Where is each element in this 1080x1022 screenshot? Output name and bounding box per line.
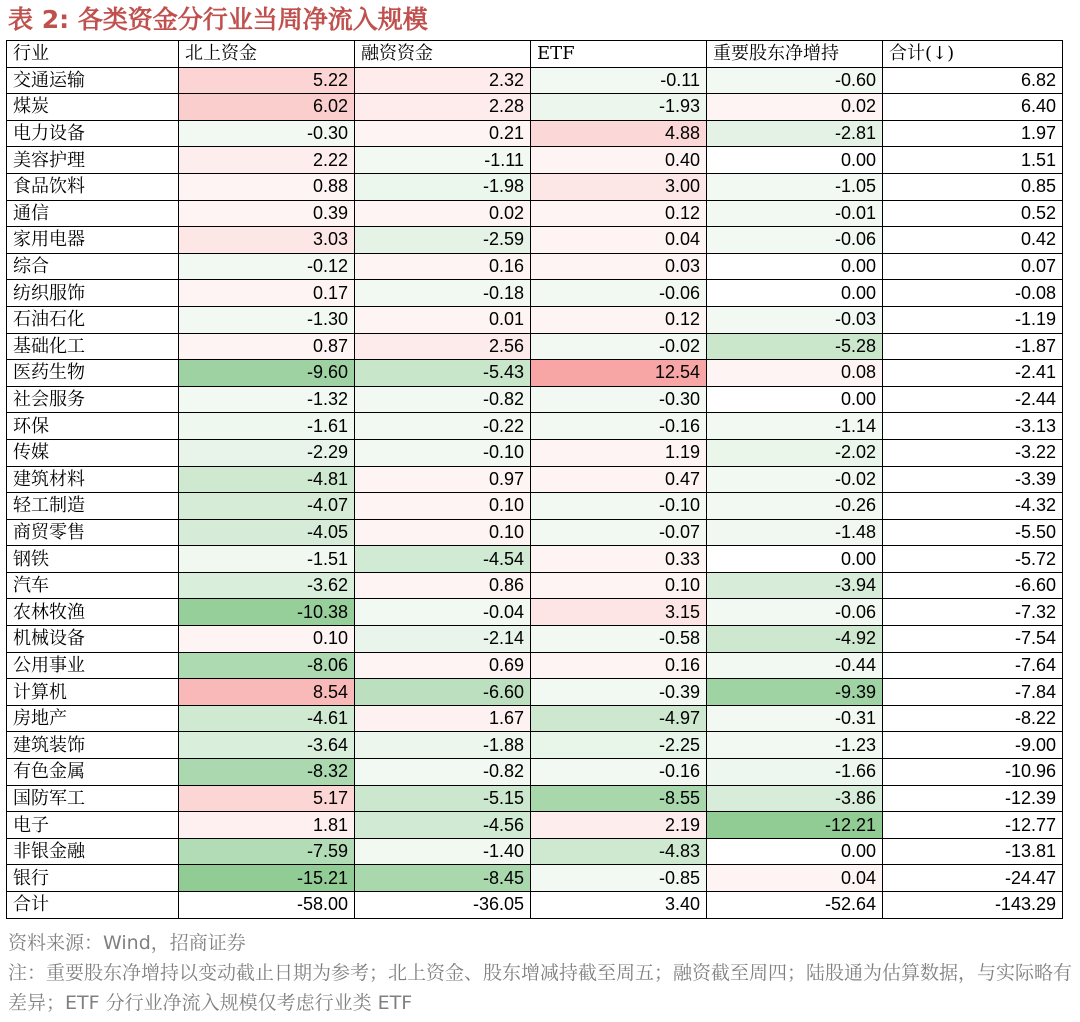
total-cell: -143.29 <box>883 892 1063 919</box>
shareholder-cell: -1.23 <box>707 732 883 759</box>
northbound-cell: -10.38 <box>179 599 355 626</box>
industry-cell: 建筑材料 <box>7 466 179 493</box>
table-row <box>7 732 1063 759</box>
table-row <box>7 173 1063 200</box>
margin-cell: 0.69 <box>355 652 531 679</box>
shareholder-cell: -1.14 <box>707 413 883 440</box>
industry-cell: 钢铁 <box>7 546 179 573</box>
industry-cell: 医药生物 <box>7 360 179 387</box>
northbound-cell: 5.22 <box>179 67 355 94</box>
northbound-cell: 0.17 <box>179 280 355 307</box>
total-cell: -6.60 <box>883 572 1063 599</box>
industry-cell: 商贸零售 <box>7 519 179 546</box>
northbound-cell: -0.12 <box>179 253 355 280</box>
header-northbound: 北上资金 <box>179 41 355 68</box>
header-margin: 融资资金 <box>355 41 531 68</box>
etf-cell: 0.10 <box>531 572 707 599</box>
etf-cell: -4.83 <box>531 838 707 865</box>
etf-cell: -0.07 <box>531 519 707 546</box>
total-cell: 6.40 <box>883 94 1063 121</box>
margin-cell: -1.88 <box>355 732 531 759</box>
etf-cell: -0.02 <box>531 333 707 360</box>
header-industry: 行业 <box>7 41 179 68</box>
margin-cell: -0.82 <box>355 759 531 786</box>
table-row <box>7 626 1063 653</box>
etf-cell: 2.19 <box>531 812 707 839</box>
etf-cell: -0.16 <box>531 759 707 786</box>
northbound-cell: 6.02 <box>179 94 355 121</box>
fund-flow-table <box>6 40 1063 919</box>
shareholder-cell: -1.48 <box>707 519 883 546</box>
margin-cell: 0.01 <box>355 306 531 333</box>
total-cell: -3.13 <box>883 413 1063 440</box>
table-row <box>7 280 1063 307</box>
margin-cell: -4.54 <box>355 546 531 573</box>
table-row <box>7 439 1063 466</box>
industry-cell: 食品饮料 <box>7 173 179 200</box>
margin-cell: -8.45 <box>355 865 531 892</box>
industry-cell: 基础化工 <box>7 333 179 360</box>
table-row <box>7 147 1063 174</box>
margin-cell: -0.22 <box>355 413 531 440</box>
table-row <box>7 360 1063 387</box>
margin-cell: 2.28 <box>355 94 531 121</box>
table-row <box>7 679 1063 706</box>
northbound-cell: -58.00 <box>179 892 355 919</box>
table-row <box>7 572 1063 599</box>
industry-cell: 公用事业 <box>7 652 179 679</box>
margin-cell: -1.40 <box>355 838 531 865</box>
table-row <box>7 227 1063 254</box>
northbound-cell: 1.81 <box>179 812 355 839</box>
shareholder-cell: -3.86 <box>707 785 883 812</box>
northbound-cell: 8.54 <box>179 679 355 706</box>
total-cell: -1.87 <box>883 333 1063 360</box>
shareholder-cell: -3.94 <box>707 572 883 599</box>
table-row <box>7 785 1063 812</box>
industry-cell: 有色金属 <box>7 759 179 786</box>
shareholder-cell: -52.64 <box>707 892 883 919</box>
etf-cell: 0.04 <box>531 227 707 254</box>
margin-cell: -0.82 <box>355 386 531 413</box>
northbound-cell: -1.30 <box>179 306 355 333</box>
total-cell: -2.44 <box>883 386 1063 413</box>
etf-cell: 0.16 <box>531 652 707 679</box>
margin-cell: -36.05 <box>355 892 531 919</box>
table-row <box>7 493 1063 520</box>
total-cell: -3.39 <box>883 466 1063 493</box>
northbound-cell: -15.21 <box>179 865 355 892</box>
northbound-cell: -3.62 <box>179 572 355 599</box>
shareholder-cell: 0.00 <box>707 253 883 280</box>
northbound-cell: 0.39 <box>179 200 355 227</box>
etf-cell: -4.97 <box>531 705 707 732</box>
margin-cell: 0.10 <box>355 519 531 546</box>
table-row <box>7 652 1063 679</box>
shareholder-cell: 0.00 <box>707 546 883 573</box>
margin-cell: -1.11 <box>355 147 531 174</box>
margin-cell: 2.32 <box>355 67 531 94</box>
table-row <box>7 200 1063 227</box>
shareholder-cell: 0.04 <box>707 865 883 892</box>
industry-cell: 轻工制造 <box>7 493 179 520</box>
margin-cell: -1.98 <box>355 173 531 200</box>
margin-cell: -0.04 <box>355 599 531 626</box>
total-cell: -9.00 <box>883 732 1063 759</box>
table-title: 表 2: 各类资金分行业当周净流入规模 <box>8 5 428 34</box>
total-cell: -3.22 <box>883 439 1063 466</box>
northbound-cell: -3.64 <box>179 732 355 759</box>
total-cell: 6.82 <box>883 67 1063 94</box>
etf-cell: 0.12 <box>531 306 707 333</box>
industry-cell: 电力设备 <box>7 120 179 147</box>
total-cell: -1.19 <box>883 306 1063 333</box>
etf-cell: 1.19 <box>531 439 707 466</box>
shareholder-cell: -1.66 <box>707 759 883 786</box>
northbound-cell: -1.61 <box>179 413 355 440</box>
table-row <box>7 386 1063 413</box>
industry-cell: 电子 <box>7 812 179 839</box>
industry-cell: 交通运输 <box>7 67 179 94</box>
shareholder-cell: 0.00 <box>707 280 883 307</box>
margin-cell: 0.86 <box>355 572 531 599</box>
industry-cell: 机械设备 <box>7 626 179 653</box>
shareholder-cell: -0.06 <box>707 227 883 254</box>
etf-cell: -0.11 <box>531 67 707 94</box>
etf-cell: -1.93 <box>531 94 707 121</box>
margin-cell: 2.56 <box>355 333 531 360</box>
northbound-cell: 0.10 <box>179 626 355 653</box>
industry-cell: 纺织服饰 <box>7 280 179 307</box>
industry-cell: 传媒 <box>7 439 179 466</box>
table-row <box>7 865 1063 892</box>
northbound-cell: -0.30 <box>179 120 355 147</box>
etf-cell: 12.54 <box>531 360 707 387</box>
margin-cell: -5.15 <box>355 785 531 812</box>
table-row <box>7 333 1063 360</box>
total-cell: 1.51 <box>883 147 1063 174</box>
etf-cell: -0.10 <box>531 493 707 520</box>
margin-cell: -2.14 <box>355 626 531 653</box>
total-cell: -7.84 <box>883 679 1063 706</box>
margin-cell: 0.02 <box>355 200 531 227</box>
industry-cell: 石油石化 <box>7 306 179 333</box>
northbound-cell: 5.17 <box>179 785 355 812</box>
industry-cell: 美容护理 <box>7 147 179 174</box>
shareholder-cell: -0.01 <box>707 200 883 227</box>
shareholder-cell: -9.39 <box>707 679 883 706</box>
total-cell: -0.08 <box>883 280 1063 307</box>
total-cell: -8.22 <box>883 705 1063 732</box>
shareholder-cell: 0.00 <box>707 386 883 413</box>
total-cell: 1.97 <box>883 120 1063 147</box>
shareholder-cell: -0.26 <box>707 493 883 520</box>
industry-cell: 银行 <box>7 865 179 892</box>
etf-cell: -0.39 <box>531 679 707 706</box>
table-row <box>7 94 1063 121</box>
northbound-cell: -2.29 <box>179 439 355 466</box>
etf-cell: 0.47 <box>531 466 707 493</box>
table-row <box>7 812 1063 839</box>
shareholder-cell: -2.81 <box>707 120 883 147</box>
industry-cell: 社会服务 <box>7 386 179 413</box>
shareholder-cell: -5.28 <box>707 333 883 360</box>
shareholder-cell: -2.02 <box>707 439 883 466</box>
etf-cell: 0.33 <box>531 546 707 573</box>
margin-cell: -5.43 <box>355 360 531 387</box>
total-cell: -7.32 <box>883 599 1063 626</box>
etf-cell: 0.40 <box>531 147 707 174</box>
shareholder-cell: -4.92 <box>707 626 883 653</box>
shareholder-cell: -0.06 <box>707 599 883 626</box>
etf-cell: 0.12 <box>531 200 707 227</box>
northbound-cell: -1.51 <box>179 546 355 573</box>
etf-cell: -0.58 <box>531 626 707 653</box>
table-row <box>7 466 1063 493</box>
shareholder-cell: 0.00 <box>707 838 883 865</box>
table-row <box>7 67 1063 94</box>
northbound-cell: 0.88 <box>179 173 355 200</box>
shareholder-cell: 0.00 <box>707 147 883 174</box>
etf-cell: -0.30 <box>531 386 707 413</box>
etf-cell: -0.16 <box>531 413 707 440</box>
margin-cell: 0.21 <box>355 120 531 147</box>
shareholder-cell: -0.60 <box>707 67 883 94</box>
northbound-cell: -4.61 <box>179 705 355 732</box>
northbound-cell: -8.06 <box>179 652 355 679</box>
etf-cell: 4.88 <box>531 120 707 147</box>
shareholder-cell: 0.02 <box>707 94 883 121</box>
northbound-cell: -4.05 <box>179 519 355 546</box>
etf-cell: 0.03 <box>531 253 707 280</box>
industry-cell: 环保 <box>7 413 179 440</box>
margin-cell: -6.60 <box>355 679 531 706</box>
total-cell: -13.81 <box>883 838 1063 865</box>
etf-cell: 3.15 <box>531 599 707 626</box>
industry-cell: 国防军工 <box>7 785 179 812</box>
northbound-cell: -4.07 <box>179 493 355 520</box>
margin-cell: -4.56 <box>355 812 531 839</box>
northbound-cell: 2.22 <box>179 147 355 174</box>
source-text: 资料来源：Wind，招商证券 <box>8 932 246 954</box>
table-row <box>7 546 1063 573</box>
header-shareholder: 重要股东净增持 <box>707 41 883 68</box>
total-cell: -2.41 <box>883 360 1063 387</box>
table-row <box>7 759 1063 786</box>
shareholder-cell: -0.02 <box>707 466 883 493</box>
total-cell: 0.85 <box>883 173 1063 200</box>
total-cell: 0.42 <box>883 227 1063 254</box>
industry-cell: 房地产 <box>7 705 179 732</box>
etf-cell: -0.85 <box>531 865 707 892</box>
etf-cell: 3.00 <box>531 173 707 200</box>
total-cell: -10.96 <box>883 759 1063 786</box>
industry-cell: 非银金融 <box>7 838 179 865</box>
industry-cell: 通信 <box>7 200 179 227</box>
total-cell: -4.32 <box>883 493 1063 520</box>
etf-cell: -8.55 <box>531 785 707 812</box>
note-text: 注：重要股东净增持以变动截止日期为参考；北上资金、股东增减持截至周五；融资截至周四；陆股通为估算数据，与实际略有差异；ETF 分行业净流入规模仅考虑行业类 ETF <box>8 962 1073 1014</box>
table-row <box>7 413 1063 440</box>
shareholder-cell: -0.03 <box>707 306 883 333</box>
margin-cell: 0.16 <box>355 253 531 280</box>
etf-cell: -2.25 <box>531 732 707 759</box>
table-row <box>7 253 1063 280</box>
industry-cell: 综合 <box>7 253 179 280</box>
industry-cell: 汽车 <box>7 572 179 599</box>
total-cell: -5.72 <box>883 546 1063 573</box>
etf-cell: 3.40 <box>531 892 707 919</box>
total-cell: -7.54 <box>883 626 1063 653</box>
header-total: 合计(↓) <box>883 41 1063 68</box>
northbound-cell: -7.59 <box>179 838 355 865</box>
total-cell: -12.77 <box>883 812 1063 839</box>
table-row <box>7 120 1063 147</box>
total-cell: -5.50 <box>883 519 1063 546</box>
shareholder-cell: -0.44 <box>707 652 883 679</box>
header-etf: ETF <box>531 41 707 68</box>
total-cell: -12.39 <box>883 785 1063 812</box>
etf-cell: -0.06 <box>531 280 707 307</box>
total-cell: 0.07 <box>883 253 1063 280</box>
northbound-cell: -8.32 <box>179 759 355 786</box>
margin-cell: 0.10 <box>355 493 531 520</box>
margin-cell: -0.18 <box>355 280 531 307</box>
shareholder-cell: 0.08 <box>707 360 883 387</box>
industry-cell: 家用电器 <box>7 227 179 254</box>
northbound-cell: 3.03 <box>179 227 355 254</box>
northbound-cell: -9.60 <box>179 360 355 387</box>
table-header-row <box>7 41 1063 68</box>
shareholder-cell: -0.31 <box>707 705 883 732</box>
total-cell: 0.52 <box>883 200 1063 227</box>
total-cell: -24.47 <box>883 865 1063 892</box>
margin-cell: -0.10 <box>355 439 531 466</box>
total-cell: -7.64 <box>883 652 1063 679</box>
northbound-cell: -1.32 <box>179 386 355 413</box>
margin-cell: 0.97 <box>355 466 531 493</box>
table-row <box>7 306 1063 333</box>
industry-cell: 合计 <box>7 892 179 919</box>
margin-cell: 1.67 <box>355 705 531 732</box>
industry-cell: 煤炭 <box>7 94 179 121</box>
industry-cell: 计算机 <box>7 679 179 706</box>
shareholder-cell: -12.21 <box>707 812 883 839</box>
table-row <box>7 519 1063 546</box>
total-row <box>7 892 1063 919</box>
northbound-cell: -4.81 <box>179 466 355 493</box>
industry-cell: 建筑装饰 <box>7 732 179 759</box>
industry-cell: 农林牧渔 <box>7 599 179 626</box>
table-row <box>7 838 1063 865</box>
table-row <box>7 599 1063 626</box>
northbound-cell: 0.87 <box>179 333 355 360</box>
table-row <box>7 705 1063 732</box>
shareholder-cell: -1.05 <box>707 173 883 200</box>
margin-cell: -2.59 <box>355 227 531 254</box>
